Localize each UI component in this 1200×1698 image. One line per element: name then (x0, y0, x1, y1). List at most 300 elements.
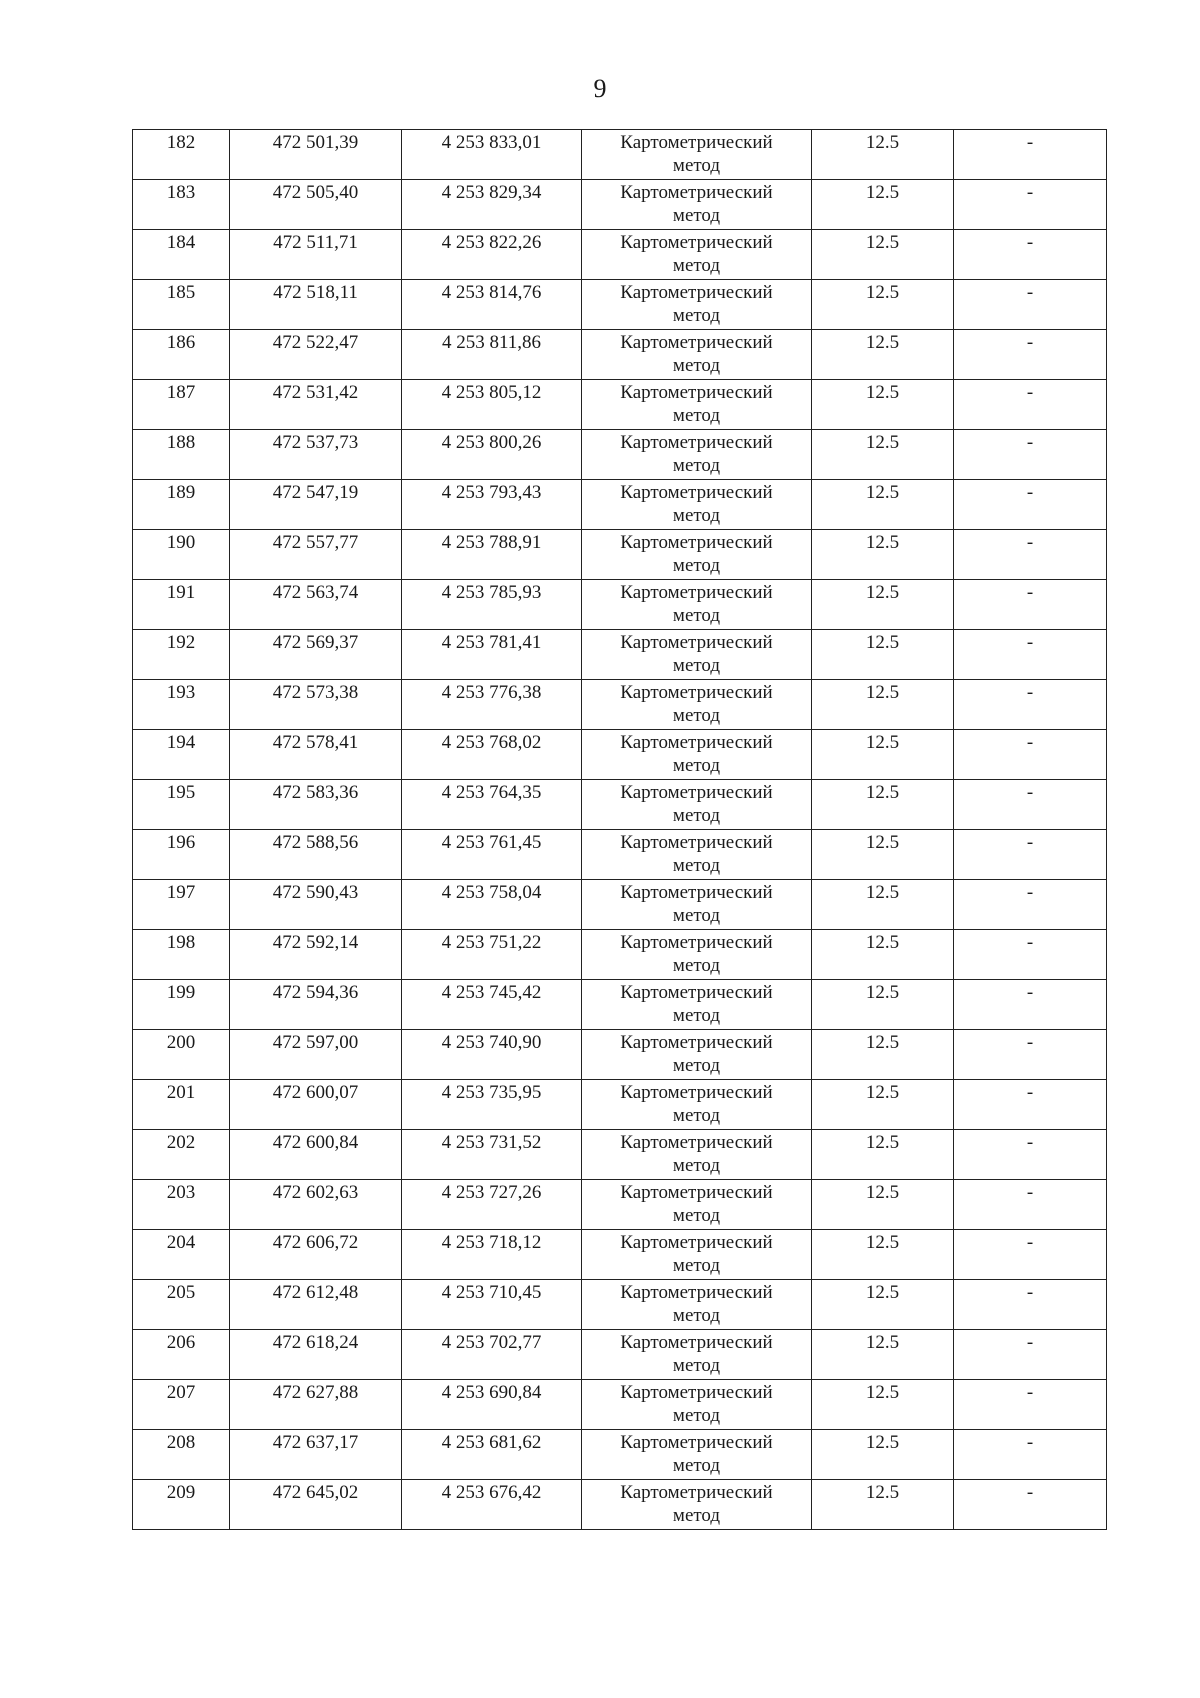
x-coordinate-text: 472 627,88 (272, 1382, 359, 1403)
point-number-cell (133, 1180, 230, 1230)
description-text: - (1026, 1432, 1034, 1453)
point-number-cell (133, 730, 230, 780)
y-coordinate-cell (402, 630, 582, 680)
accuracy-cell (812, 980, 954, 1030)
accuracy-cell (812, 830, 954, 880)
method-cell (582, 1180, 812, 1230)
y-coordinate-cell (402, 330, 582, 380)
description-text: - (1026, 982, 1034, 1003)
point-number-cell (133, 1080, 230, 1130)
point-number-cell (133, 1380, 230, 1430)
x-coordinate-cell (230, 730, 402, 780)
x-coordinate-cell (230, 930, 402, 980)
method-text: Картометрический метод (620, 482, 773, 526)
accuracy-cell (812, 230, 954, 280)
point-number-text: 194 (166, 732, 196, 753)
description-cell (954, 430, 1107, 480)
accuracy-cell (812, 1030, 954, 1080)
y-coordinate-cell (402, 880, 582, 930)
x-coordinate-cell (230, 1280, 402, 1330)
description-cell (954, 530, 1107, 580)
y-coordinate-cell (402, 530, 582, 580)
point-number-text: 190 (166, 532, 196, 553)
y-coordinate-cell (402, 180, 582, 230)
point-number-text: 195 (166, 782, 196, 803)
description-cell (954, 1130, 1107, 1180)
description-text: - (1026, 1332, 1034, 1353)
point-number-cell (133, 1280, 230, 1330)
accuracy-cell (812, 430, 954, 480)
x-coordinate-text: 472 537,73 (272, 432, 359, 453)
accuracy-text: 12.5 (865, 682, 900, 703)
accuracy-text: 12.5 (865, 1132, 900, 1153)
x-coordinate-cell (230, 430, 402, 480)
y-coordinate-cell (402, 280, 582, 330)
method-text: Картометрический метод (620, 732, 773, 776)
x-coordinate-cell (230, 880, 402, 930)
method-cell (582, 780, 812, 830)
description-cell (954, 480, 1107, 530)
y-coordinate-text: 4 253 805,12 (441, 382, 542, 403)
point-number-text: 191 (166, 582, 196, 603)
method-text: Картометрический метод (620, 1232, 773, 1276)
accuracy-cell (812, 680, 954, 730)
method-cell (582, 280, 812, 330)
x-coordinate-cell (230, 180, 402, 230)
point-number-text: 208 (166, 1432, 196, 1453)
x-coordinate-text: 472 597,00 (272, 1032, 359, 1053)
accuracy-text: 12.5 (865, 932, 900, 953)
accuracy-text: 12.5 (865, 782, 900, 803)
method-text: Картометрический метод (620, 982, 773, 1026)
x-coordinate-cell (230, 380, 402, 430)
accuracy-cell (812, 1430, 954, 1480)
method-text: Картометрический метод (620, 282, 773, 326)
table-row (133, 380, 1107, 430)
point-number-cell (133, 180, 230, 230)
accuracy-text: 12.5 (865, 1032, 900, 1053)
y-coordinate-text: 4 253 718,12 (441, 1232, 542, 1253)
accuracy-text: 12.5 (865, 632, 900, 653)
y-coordinate-text: 4 253 702,77 (441, 1332, 542, 1353)
x-coordinate-text: 472 612,48 (272, 1282, 359, 1303)
x-coordinate-text: 472 594,36 (272, 982, 359, 1003)
method-text: Картометрический метод (620, 432, 773, 476)
accuracy-text: 12.5 (865, 132, 900, 153)
y-coordinate-text: 4 253 710,45 (441, 1282, 542, 1303)
y-coordinate-text: 4 253 822,26 (441, 232, 542, 253)
description-text: - (1026, 482, 1034, 503)
description-text: - (1026, 382, 1034, 403)
accuracy-text: 12.5 (865, 582, 900, 603)
accuracy-text: 12.5 (865, 182, 900, 203)
accuracy-text: 12.5 (865, 1182, 900, 1203)
y-coordinate-cell (402, 580, 582, 630)
table-body (133, 130, 1107, 1530)
y-coordinate-cell (402, 980, 582, 1030)
table-row (133, 930, 1107, 980)
method-text: Картометрический метод (620, 882, 773, 926)
point-number-cell (133, 780, 230, 830)
description-cell (954, 1080, 1107, 1130)
table-row (133, 1080, 1107, 1130)
accuracy-cell (812, 1180, 954, 1230)
accuracy-text: 12.5 (865, 432, 900, 453)
point-number-text: 205 (166, 1282, 196, 1303)
y-coordinate-text: 4 253 788,91 (441, 532, 542, 553)
table-row (133, 1330, 1107, 1380)
point-number-cell (133, 680, 230, 730)
x-coordinate-cell (230, 1380, 402, 1430)
x-coordinate-cell (230, 1080, 402, 1130)
method-cell (582, 380, 812, 430)
x-coordinate-cell (230, 530, 402, 580)
x-coordinate-cell (230, 1230, 402, 1280)
accuracy-text: 12.5 (865, 1382, 900, 1403)
point-number-text: 207 (166, 1382, 196, 1403)
x-coordinate-text: 472 505,40 (272, 182, 359, 203)
y-coordinate-cell (402, 480, 582, 530)
point-number-text: 206 (166, 1332, 196, 1353)
x-coordinate-text: 472 531,42 (272, 382, 359, 403)
point-number-text: 198 (166, 932, 196, 953)
y-coordinate-cell (402, 1330, 582, 1380)
description-cell (954, 630, 1107, 680)
point-number-cell (133, 1330, 230, 1380)
method-text: Картометрический метод (620, 932, 773, 976)
x-coordinate-text: 472 522,47 (272, 332, 359, 353)
table-row (133, 980, 1107, 1030)
point-number-cell (133, 1230, 230, 1280)
x-coordinate-cell (230, 1130, 402, 1180)
method-text: Картометрический метод (620, 1482, 773, 1526)
accuracy-text: 12.5 (865, 282, 900, 303)
point-number-text: 201 (166, 1082, 196, 1103)
description-cell (954, 280, 1107, 330)
accuracy-text: 12.5 (865, 382, 900, 403)
accuracy-cell (812, 880, 954, 930)
accuracy-cell (812, 180, 954, 230)
description-cell (954, 230, 1107, 280)
y-coordinate-cell (402, 1180, 582, 1230)
y-coordinate-text: 4 253 829,34 (441, 182, 542, 203)
table-row (133, 680, 1107, 730)
description-cell (954, 730, 1107, 780)
x-coordinate-text: 472 600,07 (272, 1082, 359, 1103)
method-cell (582, 980, 812, 1030)
accuracy-cell (812, 530, 954, 580)
method-text: Картометрический метод (620, 382, 773, 426)
x-coordinate-cell (230, 630, 402, 680)
point-number-cell (133, 880, 230, 930)
x-coordinate-cell (230, 230, 402, 280)
description-text: - (1026, 1232, 1034, 1253)
method-text: Картометрический метод (620, 582, 773, 626)
accuracy-text: 12.5 (865, 732, 900, 753)
y-coordinate-text: 4 253 768,02 (441, 732, 542, 753)
description-text: - (1026, 782, 1034, 803)
table-row (133, 880, 1107, 930)
description-cell (954, 1430, 1107, 1480)
method-cell (582, 1080, 812, 1130)
method-cell (582, 180, 812, 230)
accuracy-cell (812, 380, 954, 430)
x-coordinate-cell (230, 830, 402, 880)
x-coordinate-cell (230, 1430, 402, 1480)
method-cell (582, 1030, 812, 1080)
y-coordinate-cell (402, 1280, 582, 1330)
accuracy-cell (812, 580, 954, 630)
x-coordinate-cell (230, 580, 402, 630)
y-coordinate-text: 4 253 833,01 (441, 132, 542, 153)
page-number: 9 (593, 74, 607, 103)
point-number-text: 189 (166, 482, 196, 503)
accuracy-text: 12.5 (865, 482, 900, 503)
table-row (133, 1430, 1107, 1480)
method-cell (582, 730, 812, 780)
description-text: - (1026, 232, 1034, 253)
table-row (133, 1130, 1107, 1180)
x-coordinate-text: 472 645,02 (272, 1482, 359, 1503)
description-text: - (1026, 732, 1034, 753)
y-coordinate-text: 4 253 727,26 (441, 1182, 542, 1203)
x-coordinate-cell (230, 280, 402, 330)
table-row (133, 1280, 1107, 1330)
y-coordinate-text: 4 253 814,76 (441, 282, 542, 303)
table-row (133, 1480, 1107, 1530)
y-coordinate-cell (402, 1130, 582, 1180)
method-cell (582, 930, 812, 980)
description-text: - (1026, 1182, 1034, 1203)
y-coordinate-cell (402, 780, 582, 830)
x-coordinate-text: 472 569,37 (272, 632, 359, 653)
accuracy-text: 12.5 (865, 832, 900, 853)
method-text: Картометрический метод (620, 532, 773, 576)
method-text: Картометрический метод (620, 1182, 773, 1226)
point-number-text: 182 (166, 132, 196, 153)
description-cell (954, 1330, 1107, 1380)
description-cell (954, 930, 1107, 980)
y-coordinate-text: 4 253 676,42 (441, 1482, 542, 1503)
table-row (133, 330, 1107, 380)
accuracy-cell (812, 1330, 954, 1380)
method-cell (582, 1130, 812, 1180)
point-number-text: 193 (166, 682, 196, 703)
accuracy-text: 12.5 (865, 532, 900, 553)
y-coordinate-cell (402, 830, 582, 880)
point-number-text: 203 (166, 1182, 196, 1203)
x-coordinate-text: 472 637,17 (272, 1432, 359, 1453)
description-cell (954, 880, 1107, 930)
description-text: - (1026, 1482, 1034, 1503)
description-text: - (1026, 1032, 1034, 1053)
table-row (133, 730, 1107, 780)
method-cell (582, 1280, 812, 1330)
x-coordinate-text: 472 602,63 (272, 1182, 359, 1203)
point-number-text: 202 (166, 1132, 196, 1153)
method-text: Картометрический метод (620, 232, 773, 276)
x-coordinate-text: 472 547,19 (272, 482, 359, 503)
description-text: - (1026, 932, 1034, 953)
x-coordinate-text: 472 563,74 (272, 582, 359, 603)
x-coordinate-text: 472 583,36 (272, 782, 359, 803)
method-cell (582, 1430, 812, 1480)
accuracy-cell (812, 130, 954, 180)
table-row (133, 280, 1107, 330)
point-number-text: 186 (166, 332, 196, 353)
method-text: Картометрический метод (620, 1332, 773, 1376)
point-number-cell (133, 280, 230, 330)
x-coordinate-cell (230, 980, 402, 1030)
method-cell (582, 1380, 812, 1430)
table-row (133, 630, 1107, 680)
method-cell (582, 630, 812, 680)
description-cell (954, 180, 1107, 230)
accuracy-cell (812, 1080, 954, 1130)
accuracy-cell (812, 1380, 954, 1430)
method-text: Картометрический метод (620, 1032, 773, 1076)
method-text: Картометрический метод (620, 632, 773, 676)
y-coordinate-cell (402, 430, 582, 480)
point-number-cell (133, 580, 230, 630)
y-coordinate-text: 4 253 735,95 (441, 1082, 542, 1103)
method-text: Картометрический метод (620, 1132, 773, 1176)
y-coordinate-text: 4 253 731,52 (441, 1132, 542, 1153)
y-coordinate-cell (402, 1230, 582, 1280)
x-coordinate-text: 472 588,56 (272, 832, 359, 853)
description-text: - (1026, 1082, 1034, 1103)
table-row (133, 1180, 1107, 1230)
x-coordinate-cell (230, 1480, 402, 1530)
y-coordinate-text: 4 253 781,41 (441, 632, 542, 653)
method-cell (582, 1230, 812, 1280)
x-coordinate-text: 472 600,84 (272, 1132, 359, 1153)
y-coordinate-text: 4 253 751,22 (441, 932, 542, 953)
y-coordinate-text: 4 253 681,62 (441, 1432, 542, 1453)
point-number-cell (133, 1480, 230, 1530)
method-cell (582, 130, 812, 180)
x-coordinate-cell (230, 1330, 402, 1380)
method-cell (582, 430, 812, 480)
description-text: - (1026, 332, 1034, 353)
description-cell (954, 680, 1107, 730)
description-cell (954, 1180, 1107, 1230)
y-coordinate-cell (402, 230, 582, 280)
y-coordinate-text: 4 253 776,38 (441, 682, 542, 703)
method-cell (582, 830, 812, 880)
x-coordinate-cell (230, 1180, 402, 1230)
description-text: - (1026, 882, 1034, 903)
y-coordinate-text: 4 253 690,84 (441, 1382, 542, 1403)
description-text: - (1026, 1382, 1034, 1403)
description-cell (954, 1230, 1107, 1280)
table-row (133, 480, 1107, 530)
accuracy-text: 12.5 (865, 232, 900, 253)
point-number-text: 197 (166, 882, 196, 903)
accuracy-text: 12.5 (865, 1232, 900, 1253)
x-coordinate-cell (230, 780, 402, 830)
point-number-cell (133, 1430, 230, 1480)
y-coordinate-text: 4 253 785,93 (441, 582, 542, 603)
method-cell (582, 1480, 812, 1530)
method-cell (582, 230, 812, 280)
y-coordinate-cell (402, 130, 582, 180)
accuracy-cell (812, 330, 954, 380)
point-number-cell (133, 430, 230, 480)
table-row (133, 580, 1107, 630)
x-coordinate-text: 472 573,38 (272, 682, 359, 703)
method-text: Картометрический метод (620, 832, 773, 876)
method-text: Картометрический метод (620, 682, 773, 726)
description-cell (954, 330, 1107, 380)
point-number-text: 187 (166, 382, 196, 403)
accuracy-text: 12.5 (865, 1282, 900, 1303)
description-text: - (1026, 132, 1034, 153)
y-coordinate-cell (402, 1430, 582, 1480)
accuracy-text: 12.5 (865, 332, 900, 353)
method-cell (582, 530, 812, 580)
accuracy-cell (812, 480, 954, 530)
method-cell (582, 330, 812, 380)
description-text: - (1026, 682, 1034, 703)
table-row (133, 1030, 1107, 1080)
point-number-cell (133, 980, 230, 1030)
y-coordinate-cell (402, 1380, 582, 1430)
table-row (133, 130, 1107, 180)
accuracy-cell (812, 780, 954, 830)
method-text: Картометрический метод (620, 1282, 773, 1326)
y-coordinate-text: 4 253 793,43 (441, 482, 542, 503)
point-number-text: 185 (166, 282, 196, 303)
description-cell (954, 830, 1107, 880)
x-coordinate-cell (230, 680, 402, 730)
accuracy-cell (812, 930, 954, 980)
coordinates-table (132, 129, 1107, 1530)
y-coordinate-text: 4 253 764,35 (441, 782, 542, 803)
accuracy-cell (812, 1480, 954, 1530)
description-cell (954, 1380, 1107, 1430)
method-cell (582, 880, 812, 930)
point-number-cell (133, 530, 230, 580)
accuracy-cell (812, 1130, 954, 1180)
x-coordinate-cell (230, 1030, 402, 1080)
table-row (133, 430, 1107, 480)
method-cell (582, 1330, 812, 1380)
y-coordinate-text: 4 253 740,90 (441, 1032, 542, 1053)
description-text: - (1026, 432, 1034, 453)
y-coordinate-text: 4 253 745,42 (441, 982, 542, 1003)
accuracy-cell (812, 1230, 954, 1280)
y-coordinate-text: 4 253 811,86 (441, 332, 542, 353)
x-coordinate-cell (230, 330, 402, 380)
accuracy-text: 12.5 (865, 1332, 900, 1353)
method-text: Картометрический метод (620, 1382, 773, 1426)
y-coordinate-text: 4 253 758,04 (441, 882, 542, 903)
x-coordinate-text: 472 618,24 (272, 1332, 359, 1353)
table-row (133, 180, 1107, 230)
table-row (133, 530, 1107, 580)
point-number-cell (133, 1130, 230, 1180)
point-number-text: 199 (166, 982, 196, 1003)
description-text: - (1026, 582, 1034, 603)
description-cell (954, 1030, 1107, 1080)
x-coordinate-text: 472 578,41 (272, 732, 359, 753)
point-number-cell (133, 330, 230, 380)
description-cell (954, 980, 1107, 1030)
table-row (133, 230, 1107, 280)
method-cell (582, 480, 812, 530)
x-coordinate-text: 472 557,77 (272, 532, 359, 553)
